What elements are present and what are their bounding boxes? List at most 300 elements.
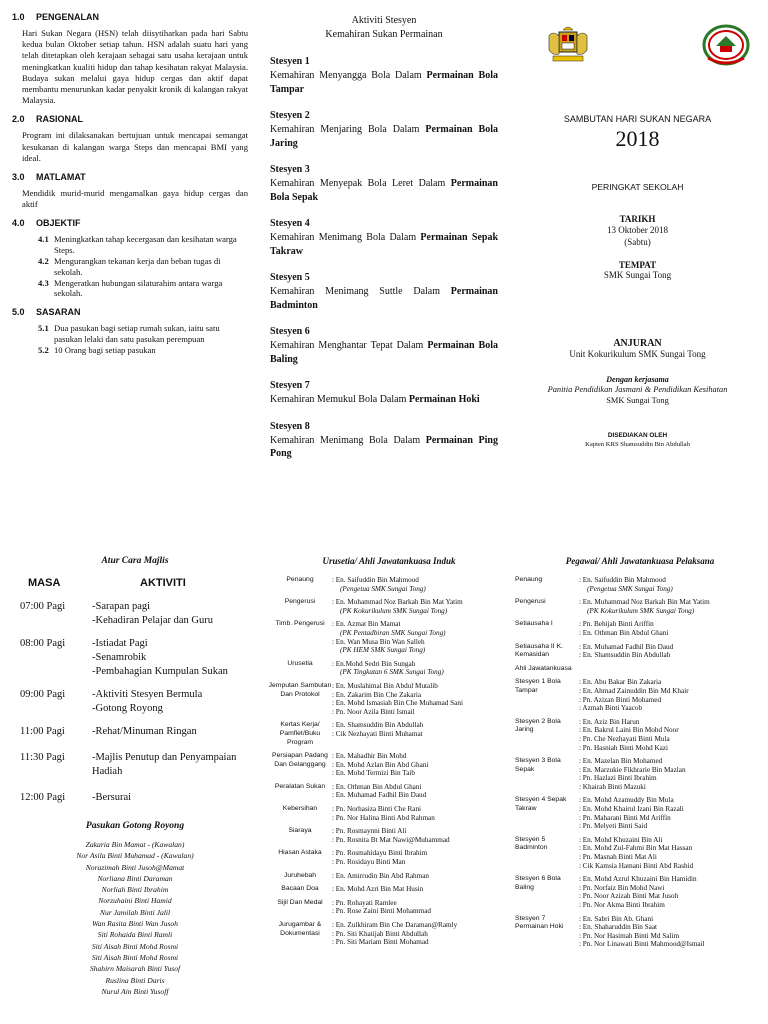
schedule-activity: -Majlis Penutup dan Penyampaian Hadiah [92,752,237,777]
committee-members [579,620,765,637]
station-skill: Kemahiran Menghantar Tepat Dalam [270,340,428,351]
station-description [270,285,498,312]
list-item [38,323,248,345]
committee-members [332,620,510,654]
committee-member: : En. Marzukie Fikhrarie Bin Mazlan [579,765,686,774]
team-member: Norliana Binti Daraman [97,873,173,883]
committee-role: Setiausaha I [515,620,553,628]
committee-members [332,805,510,822]
committee-role: Persiapan Padang Dan Gelanggang [272,752,328,768]
committee-row [268,620,510,654]
stations-subtitle: Kemahiran Sukan Permainan [325,29,443,40]
committee-member: : En. Azmat Bin Mamat [332,620,401,629]
committee-members [332,885,510,894]
committee-member: : Pn. Nor Linawati Binti Mahmood@Ismail [579,940,705,949]
committee-member: : En. Muhammad Noz Barkah Bin Mat Yatim [579,598,710,607]
station-sport: Permainan Bola Jaring [270,124,498,149]
committee-members [579,598,765,615]
committee-member: : En. Wan Musa Bin Wan Salleh [332,637,425,646]
committee-row [268,752,510,778]
committee-members [579,757,765,791]
committee-row [268,783,510,800]
member-position: (PK Kokurikulum SMK Sungai Tong) [587,606,695,615]
committee-role: Penaung [515,576,543,583]
station-sport: Permainan Sepak Takraw [270,232,498,257]
list-item [38,345,248,356]
committee-member: : En. Muhamad Fadhil Bin Daud [332,791,427,800]
committee-member: : Pn. Norfaiz Bin Mohd Nawi [579,883,665,892]
organizer-label: ANJURAN [613,338,662,349]
committee-member: : En. Shaharuddin Bin Saat [579,923,658,932]
committee-member: : Cik Nezhayati Binti Muhamat [332,729,423,738]
schedule-row [8,600,262,628]
team-member: Zakaria Bin Mamat - (Kawalan) [85,840,185,849]
collab-line-2: SMK Sungai Tong [606,396,669,405]
stations-panel [270,14,498,534]
committee-member: : Pn. Noor Azizah Binti Mat Jusoh [579,892,679,901]
committee-member: : Pn. Masnah Binti Mat Ali [579,853,657,862]
schedule-activity: -Aktiviti Stesyen Bermula [92,689,203,700]
section-heading [12,114,248,124]
committee-member: : En. Mohd Azamuddy Bin Mula [579,796,674,805]
station-description [270,393,498,407]
committee-row [268,576,510,593]
committee-row [515,643,765,660]
committee-member: : En. Mohd Azrul Khuzaini Bin Hamidin [579,875,697,884]
station-4 [270,218,498,258]
committee-members [332,682,510,716]
committee-member: : En. Saifuddin Bin Mahmood [579,576,666,584]
committee-member: : En. Mohd Khuzaini Bin Ali [579,835,663,844]
committee-role: Pengerusi [515,598,546,606]
schedule-activity: -Pembahagian Kumpulan Sukan [92,666,228,677]
section-5.0 [12,307,248,355]
committee-member: : En. Aziz Bin Harun [579,717,640,726]
item-number: 4.2 [38,256,49,267]
schedule-row [8,688,262,716]
committee-members [332,752,510,778]
committee-row [515,757,765,791]
station-description [270,339,498,366]
committee-members [579,665,765,674]
list-item [38,234,248,256]
committee-row [268,660,510,677]
committee-row [268,805,510,822]
committee-role: Stesyen 4 Sepak Takraw [515,796,567,813]
schedule-activity: -Rehat/Minuman Ringan [92,726,197,737]
station-skill: Kemahiran Menimang Bola Dalam [270,232,421,243]
item-number: 5.2 [38,344,49,355]
schedule-time: 11:00 Pagi [20,726,65,737]
schedule-time: 12:00 Pagi [20,792,66,803]
station-heading: Stesyen 6 [270,326,310,337]
committee-members [332,849,510,866]
section-number: 4.0 [12,218,25,229]
committee-member: : En. Mohd Azlan Bin Abd Ghani [332,760,429,769]
station-sport: Permainan Bola Sepak [270,178,498,203]
schedule-activity: -Kehadiran Pelajar dan Guru [92,615,213,626]
station-heading: Stesyen 8 [270,420,310,432]
schedule-activity: -Bersurai [92,792,132,803]
committee-members [332,598,510,615]
section-title: RASIONAL [36,114,83,125]
schedule-activities [92,751,262,779]
committee-member: : Azmah Binti Yaacob [579,704,643,713]
committee-members [332,921,510,947]
committee-row [515,620,765,637]
section-number: 3.0 [12,172,25,183]
collab-label: Dengan kerjasama [606,375,669,384]
date-label: TARIKH [619,214,656,224]
committee-role: Kebersihan [282,805,318,813]
committee-member: : En. Muhamad Fadhil Bin Daud [579,642,674,651]
item-text: Meningkatkan tahap kecergasan dan kesihatan warga Steps. [54,234,237,256]
committee-member: : En. Othman Bin Abdul Ghani [579,628,669,637]
member-position: (PK Kokurikulum SMK Sungai Tong) [340,606,448,615]
station-skill: Kemahiran Menyangga Bola Dalam [270,70,427,81]
committee-member: : En. Shamsuddin Bin Abdullah [332,721,424,730]
committee-row [268,849,510,866]
section-4.0 [12,218,248,299]
station-5 [270,272,498,312]
schedule-activity: -Istiadat Pagi [92,638,148,649]
committee-members [579,718,765,752]
committee-role: Hiasan Astaka [278,849,322,857]
item-number: 4.1 [38,234,49,245]
main-committee-panel [268,556,510,1024]
section-heading [12,307,248,317]
schedule-row [8,725,262,739]
station-6 [270,326,498,366]
main-committee-title: Urusetia/ Ahli Jawatankuasa Induk [322,556,456,566]
committee-members [579,915,765,949]
schedule-time: 09:00 Pagi [20,689,66,700]
team-member: Siti Aisah Binti Mohd Rosmi [91,941,179,951]
section-body: Mendidik murid-murid mengamalkan gaya hidup cergas dan aktif [22,188,248,210]
item-number: 5.1 [38,323,49,334]
committee-member: : Khairah Binti Mazuki [579,782,646,791]
schedule-panel [8,556,262,1024]
committee-member: : En. Shamsuddin Bin Abdullah [579,651,671,660]
col-time-header: MASA [28,577,61,589]
station-2 [270,110,498,150]
school-logo-icon [702,24,750,66]
col-activity-header: AKTIVITI [140,577,186,589]
committee-role: Pengerusi [284,598,316,606]
committee-members [332,576,510,593]
item-text: Mengeratkan hubungan silaturahim antara warga sekolah. [54,277,223,299]
team-member: Nurul Ain Binti Yusoff [101,986,169,996]
committee-members [332,660,510,677]
member-position: (PK Tingkatan 6 SMK Sungai Tong) [340,668,444,677]
committee-role: Stesyen 3 Bola Sepak [515,757,561,773]
committee-row [268,827,510,844]
committee-member: : En. Ahmad Zainuddin Bin Md Khair [579,686,689,695]
committee-member: : En. Amirrudin Bin Abd Rahman [332,871,430,880]
event-year: 2018 [615,126,660,151]
committee-role: Stesyen 2 Bola Jaring [515,717,561,734]
committee-role: Jemputan Sambutan Dan Protokol [268,681,332,698]
team-member: Siti Aisah Binti Mohd Rosmi [91,952,179,962]
committee-members [332,827,510,844]
event-date: 13 Oktober 2018 [607,225,668,235]
organizer: Unit Kokurikulum SMK Sungai Tong [569,349,706,359]
committee-member: : En. Mazelan Bin Mohamed [579,757,663,766]
committee-member: : En. Mohd Ismasiah Bin Che Muhamad Sani [332,699,463,708]
team-member: Norazimah Binti Jusoh@Mamat [85,862,185,872]
committee-member: : Pn. Nor Akma Binti Ibrahim [579,901,665,909]
team-member: Ruslina Binti Daris [105,975,165,985]
committee-member: : Pn. Noor Azila Binti Ismail [332,707,415,716]
committee-role: Kertas Kerja/ Pamflet/Buku Program [279,721,321,746]
committee-members [332,872,510,881]
station-7 [270,380,498,407]
section-title: MATLAMAT [36,172,86,183]
committee-role: Setiausaha II K. Kemasidan [515,642,563,659]
prepared-by-label: DISEDIAKAN OLEH [607,432,668,439]
committee-member: : En. Zakarim Bin Che Zakaria [332,690,422,699]
venue-label: TEMPAT [618,260,657,270]
collab-line-1: Panitia Pendidikan Jasmani & Pendidikan Kesihatan [547,385,728,394]
committee-member: : Pn. Hazlazi Binti Ibrahim [579,774,657,783]
schedule-title: Atur Cara Majlis [101,556,169,566]
team-member: Shahirn Maisarah Binti Yusof [89,964,181,974]
list-item [38,278,248,300]
member-position: (Pengetua SMK Sungai Tong) [340,584,426,593]
item-text: 10 Orang bagi setiap pasukan [54,344,156,355]
section-1.0 [12,12,248,106]
committee-member: : En. Muhammad Noz Barkah Bin Mat Yatim [332,598,463,607]
committee-member: : En. Mohd Khairul Izani Bin Razali [579,805,684,814]
committee-member: : En. Muslahimal Bin Abdul Mutalib [332,681,438,690]
committee-member: : Pn. Azizan Binti Mohamed [579,695,662,704]
section-title: SASARAN [36,307,81,318]
station-1 [270,56,498,96]
committee-member: : Pn. Melyeti Binti Said [579,822,648,831]
schedule-row [8,751,262,779]
station-8 [270,421,498,461]
committee-row [515,576,765,593]
committee-member: : Pn. Nor Hasimah Binti Md Salim [579,931,680,940]
station-skill: Kemahiran Menjaring Bola Dalam [270,124,426,135]
intro-panel [12,12,248,532]
committee-members [579,875,765,909]
section-title: PENGENALAN [36,12,100,22]
cover-panel [515,14,760,534]
section-3.0 [12,172,248,210]
member-position: (Pengetua SMK Sungai Tong) [587,584,673,593]
event-day: (Sabtu) [624,237,651,247]
committee-role: Penaung [286,576,314,583]
section-number: 5.0 [12,307,25,318]
exec-committee-title: Pegawai/ Ahli Jawatankuasa Pelaksana [565,556,715,566]
station-skill: Kemahiran Menimang Bola Dalam [270,434,426,446]
station-description [270,123,498,150]
team-member: Norzuhaini Binti Hamid [98,896,172,906]
committee-row [268,899,510,916]
list-item [38,256,248,278]
committee-member: : Pn. Rohayati Ramlee [332,898,397,907]
schedule-time: 08:00 Pagi [20,638,66,649]
committee-member: : Pn. Rose Zaini Binti Mohammad [332,907,432,916]
committee-role: Stesyen 1 Bola Tampar [515,678,561,694]
committee-row [515,718,765,752]
committee-member: : Pn. Nor Halina Binti Abd Rahman [332,813,435,822]
committee-member: : En. Mohd Zul-Fahmi Bin Mat Hassan [579,844,693,853]
committee-row [515,915,765,949]
stations-title: Aktiviti Stesyen [351,15,417,26]
section-heading [12,218,248,228]
committee-row [268,598,510,615]
committee-member: : Pn. Che Nezhayati Binti Mula [579,734,670,743]
team-member: Nor Asila Binti Muhamad - (Kawalan) [76,851,194,861]
schedule-activities [92,600,262,628]
committee-member: : Pn. Siti Mariam Binti Mohamad [332,938,429,947]
schedule-time: 11:30 Pagi [20,752,65,763]
member-position: (PK Pentadbiran SMK Sungai Tong) [340,628,446,637]
member-position: (PK HEM SMK Sungai Tong) [340,646,426,655]
section-heading [12,12,248,22]
committee-row [268,682,510,716]
committee-member: : Pn. Behijah Binti Ariffin [579,620,654,629]
section-heading [12,172,248,182]
committee-members [579,678,765,712]
committee-member: : En. Saifuddin Bin Mahmood [332,576,419,584]
station-heading: Stesyen 3 [270,164,310,175]
schedule-activities [92,688,262,716]
committee-role: Jurugambar & Dokumentasi [278,921,322,937]
committee-member: : Pn. Siti Khatijah Binti Abdullah [332,929,428,938]
committee-member: : En. Bakrul Laini Bin Mohd Noor [579,726,679,735]
station-heading: Stesyen 5 [270,272,310,283]
station-heading: Stesyen 4 [270,218,310,229]
committee-row [515,796,765,830]
committee-members [332,899,510,916]
station-skill: Kemahiran Menimang Suttle Dalam [270,286,451,297]
station-description [270,177,498,204]
team-title: Pasukan Gotong Royong [85,821,185,831]
section-title: OBJEKTIF [36,218,81,229]
team-member: Siti Rohaida Binti Ramli [97,930,173,940]
schedule-activities [92,791,262,805]
schedule-activities [92,637,262,679]
committee-row [515,598,765,615]
committee-member: : En. Mohd Termizi Bin Taib [332,769,415,778]
schedule-row [8,637,262,679]
schedule-activities [92,725,262,739]
committee-members [579,836,765,870]
committee-member: : En. Mahadhir Bin Mohd [332,752,407,761]
schedule-activity: -Gotong Royong [92,703,163,714]
station-heading: Stesyen 1 [270,56,310,67]
schedule-row [8,791,262,805]
item-text: Dua pasukan bagi setiap rumah sukan, iaitu satu pasukan lelaki dan satu pasukan perempuan [54,323,220,345]
committee-member: : Cik Kamsia Hamani Binti Abd Rashid [579,861,694,870]
team-member: Norliah Binti Ibrahim [101,885,169,895]
committee-members [332,783,510,800]
committee-row [268,872,510,881]
committee-member: : En. Mohd Azri Bin Mat Husin [332,885,424,894]
station-sport: Permainan Badminton [270,286,498,311]
station-sport: Permainan Bola Tampar [270,70,498,95]
committee-member: : Pn. Rosmahidayu Binti Ibrahim [332,849,428,858]
committee-row [268,921,510,947]
committee-role: Siaraya [288,827,312,835]
committee-member: : Pn. Hasniah Binti Mohd Kazi [579,743,669,752]
committee-row [515,678,765,712]
committee-row [268,721,510,747]
committee-member: : En. Othman Bin Abdul Ghani [332,782,422,791]
station-heading: Stesyen 7 [270,380,310,391]
committee-role: Peralatan Sukan [274,782,326,790]
schedule-activity: -Sarapan pagi [92,601,151,612]
station-description [270,434,498,461]
committee-member: : Pn. Maharani Binti Md Ariffin [579,813,671,822]
committee-members [579,643,765,660]
section-number: 2.0 [12,114,25,125]
committee-row [268,885,510,894]
committee-role: Ahli Jawatankuasa [515,664,572,672]
committee-member: : En. Sabri Bin Ab. Ghani [579,914,654,923]
station-sport: Permainan Ping Pong [270,434,498,459]
station-3 [270,164,498,204]
station-skill: Kemahiran Memukul Bola Dalam [270,394,409,405]
committee-role: Stesyen 6 Bola Baling [515,875,561,891]
exec-committee-panel [515,556,765,1024]
committee-member: : Pn. Rosmaynni Binti Ali [332,827,407,836]
committee-member: : En.Mohd Sedri Bin Sungah [332,659,416,668]
section-list [38,323,248,355]
section-body: Hari Sukan Negara (HSN) telah diisytiharkan pada hari Sabtu kedua bulan Oktober setiap tahun. HSN adalah suatu hari yang telah ditetapkan oleh kerajaan sebagai satu usaha kerajaan untuk meningkatkan kualiti hidup dan tahap kesihatan rakyat Malaysia. Budaya sukan melalui gaya hidup cergas dan aktif dapat membantu menurunkan kadar penyakit kronik di kalangan rakyat Malaysia. [22,28,248,106]
station-heading: Stesyen 2 [270,110,310,121]
committee-member: : Pn. Rosidayu Binti Man [332,858,406,867]
station-skill: Kemahiran Menyepak Bola Leret Dalam [270,178,451,189]
committee-role: Sijil Dan Medal [277,898,323,906]
item-number: 4.3 [38,277,49,288]
section-2.0 [12,114,248,164]
committee-member: : Pn. Norhasiza Binti Che Rani [332,805,422,814]
committee-members [332,721,510,747]
station-description [270,69,498,96]
committee-role: Stesyen 7 Permainan Hoki [515,914,564,931]
event-venue: SMK Sungai Tong [603,270,672,280]
station-sport: Permainan Bola Baling [270,340,498,365]
malaysia-coat-of-arms-icon [545,24,591,66]
event-title: SAMBUTAN HARI SUKAN NEGARA [563,114,712,124]
committee-member: : En. Zulkhiram Bin Che Daraman@Ramly [332,921,458,929]
station-description [270,231,498,258]
committee-members [579,796,765,830]
committee-role: Timb. Pengerusi [275,620,325,628]
section-body: Program ini dilaksanakan bertujuan untuk mencapai semangat kesukanan di kalangan warga Steps dan mencapai BMI yang ideal. [22,130,248,163]
team-member: Nur Jamilah Binti Jalil [99,907,171,917]
committee-member: : En. Abu Bakar Bin Zakaria [579,678,662,687]
committee-role: Urusetia [287,659,313,667]
team-member: Wan Rasita Binti Wan Jusoh [92,919,178,929]
prepared-by: Kapten KRS Shamsuddin Bin Abdullah [585,441,690,448]
station-sport: Permainan Hoki [408,394,480,405]
committee-row [515,836,765,870]
committee-row [515,875,765,909]
section-list [38,234,248,299]
schedule-activity: -Senamrobik [92,652,147,663]
section-number: 1.0 [12,12,25,22]
committee-member: : Pn. Rosnita Bt Mat Nawi@Muhammad [332,835,450,844]
item-text: Mengurangkan tekanan kerja dan beban tugas di sekolah. [54,256,221,277]
committee-role: Juruhebah [283,871,317,879]
committee-row [515,665,765,674]
committee-members [579,576,765,593]
